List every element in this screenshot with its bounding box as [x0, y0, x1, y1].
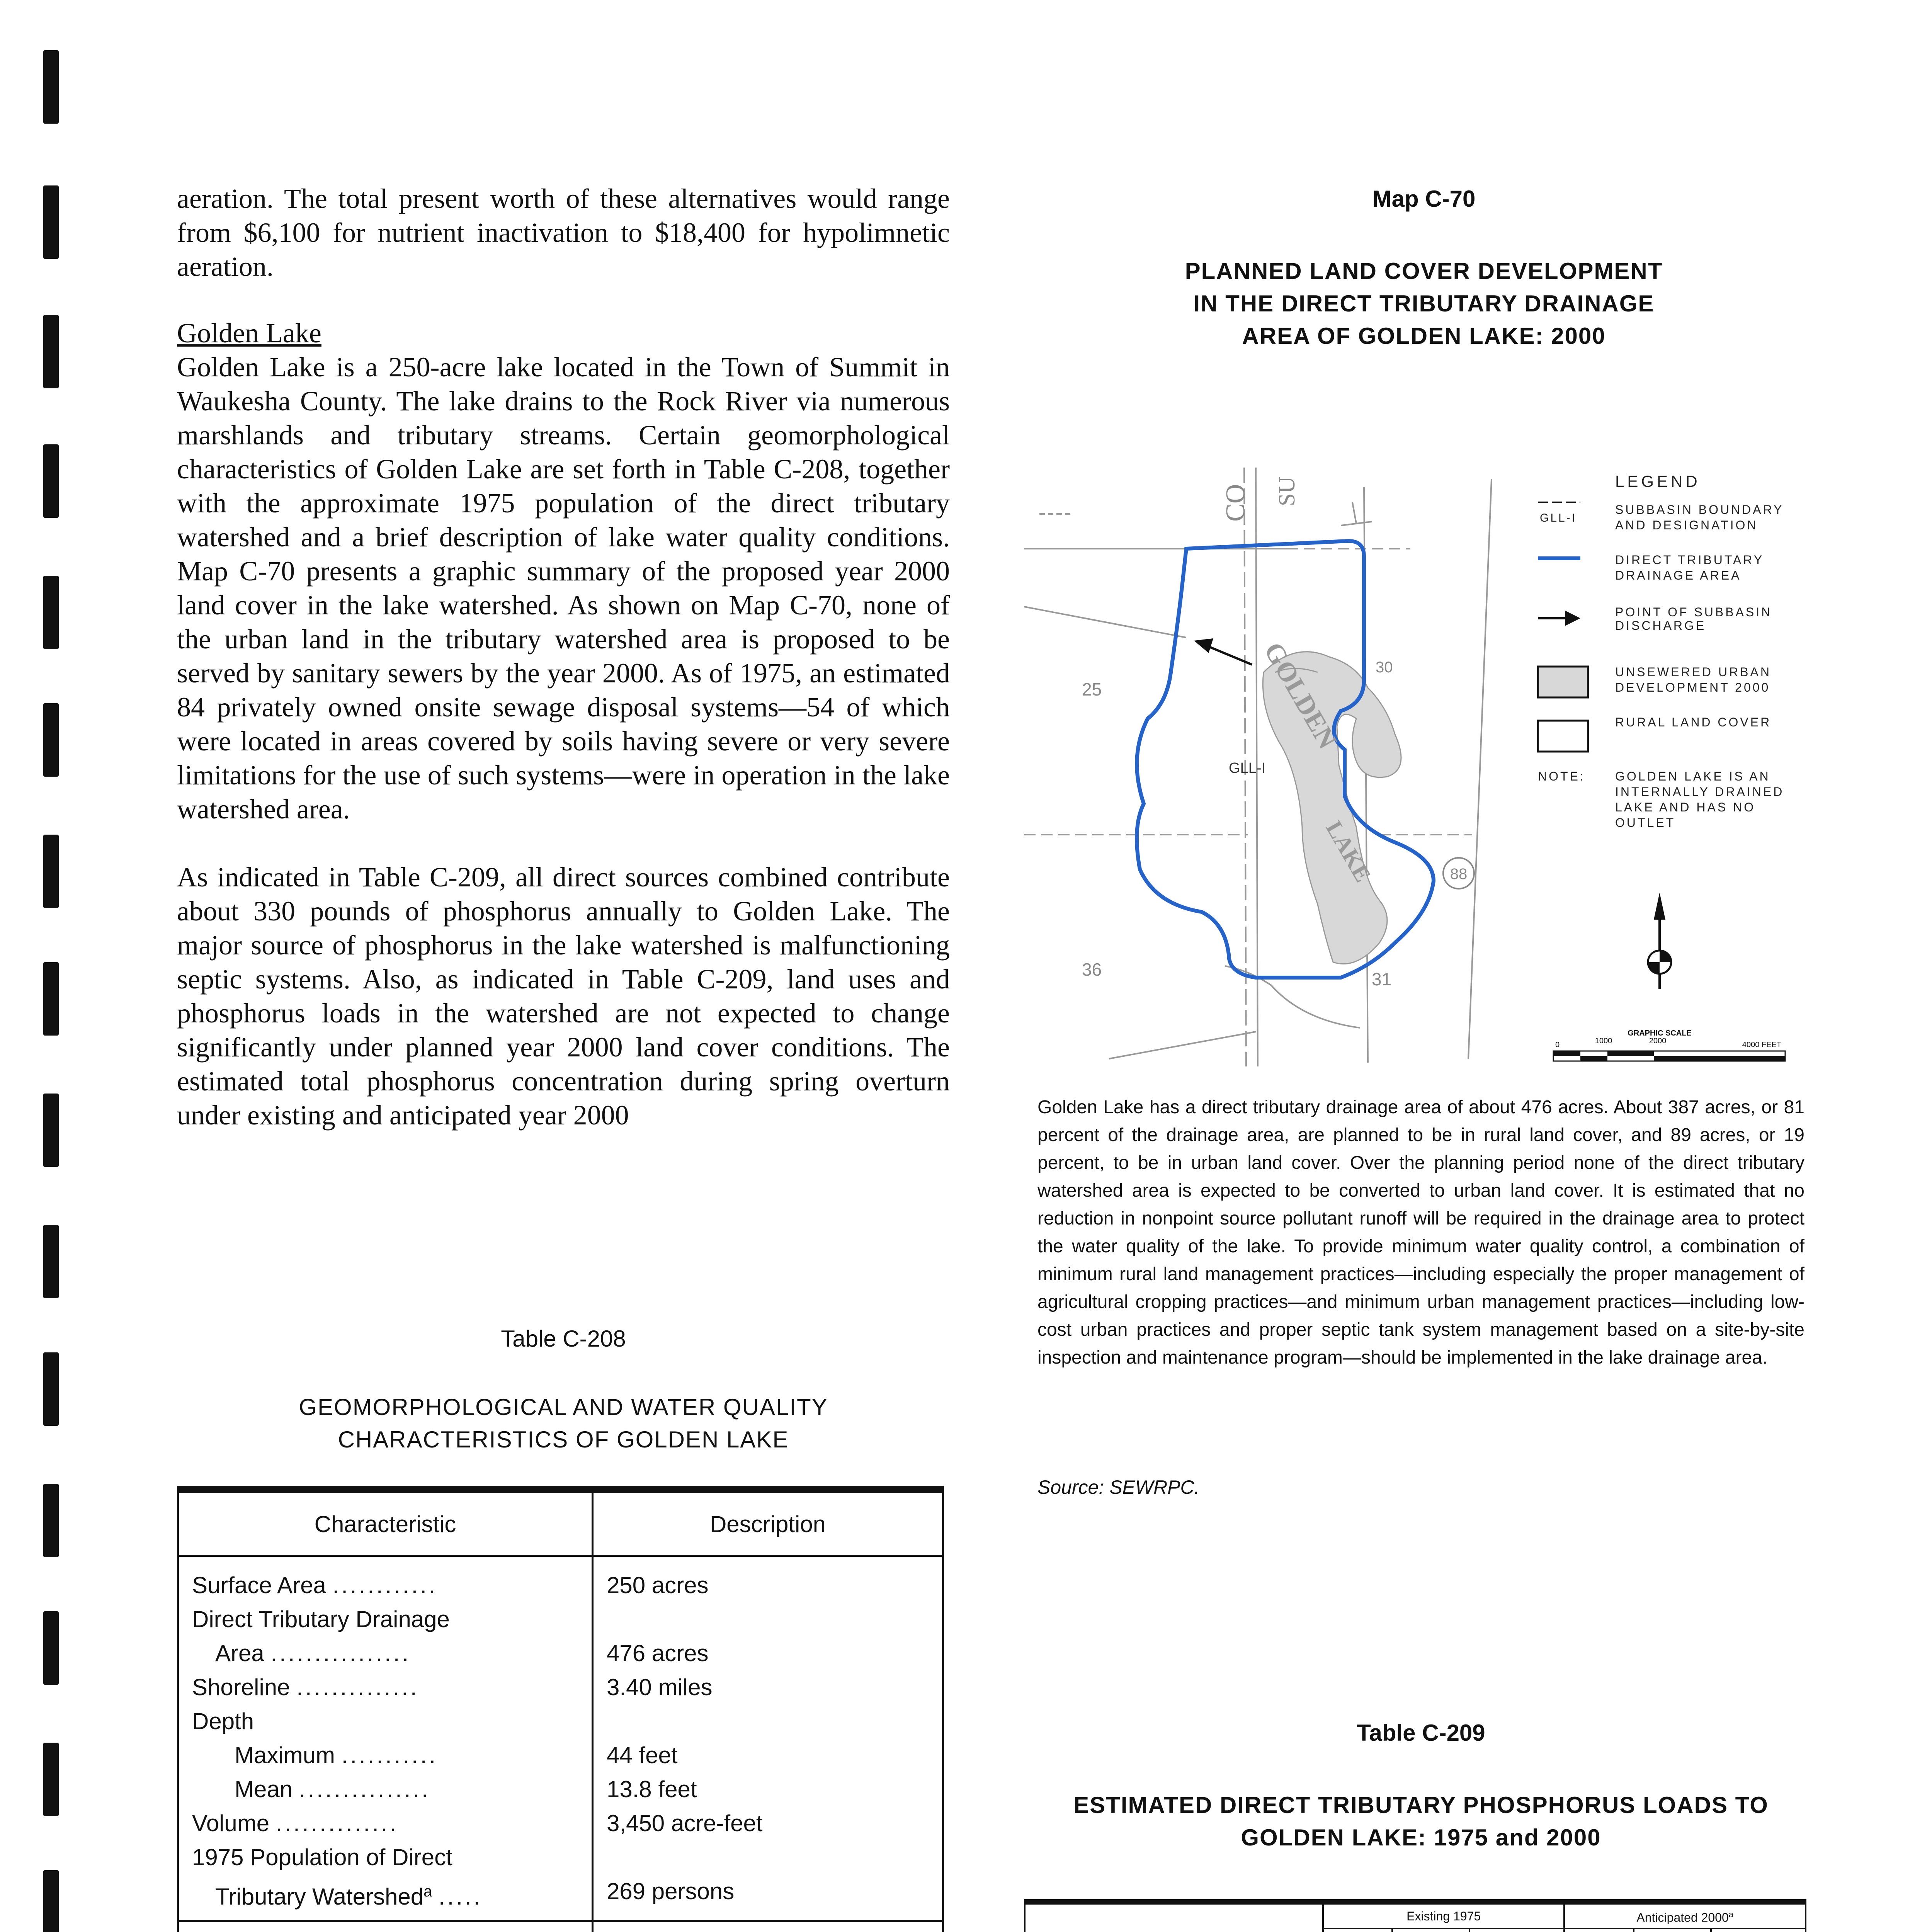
legend-title: LEGEND: [1615, 472, 1701, 490]
table-row: [192, 1602, 578, 1636]
legend-item-text: RURAL LAND COVER: [1615, 715, 1772, 729]
scale-label: 4000 FEET: [1742, 1041, 1781, 1049]
phosphorus-loads-table: [1024, 1899, 1806, 1932]
legend-code: GLL-I: [1540, 512, 1577, 524]
row-label: Volume: [192, 1810, 270, 1836]
legend-item-text: DISCHARGE: [1615, 619, 1706, 633]
table-row: [192, 1568, 578, 1602]
scale-label: 0: [1555, 1041, 1560, 1049]
row-label: Depth: [192, 1708, 254, 1734]
discharge-arrow-icon: [1194, 638, 1252, 665]
map-source: Source: SEWRPC.: [1037, 1476, 1200, 1498]
lake-name-label: LAKE: [1321, 816, 1376, 886]
description-cell: [593, 1556, 943, 1921]
row-label: Surface Area: [192, 1572, 326, 1598]
column-header: Characteristic: [178, 1492, 593, 1556]
subbasin-label: GLL-I: [1229, 760, 1266, 776]
legend-item-text: POINT OF SUBBASIN: [1615, 605, 1772, 619]
legend-item-text: SUBBASIN BOUNDARY: [1615, 503, 1784, 517]
road-label: SU: [1274, 476, 1299, 506]
table-title-line: GOLDEN LAKE: 1975 and 2000: [1241, 1825, 1601, 1850]
map-title-line: IN THE DIRECT TRIBUTARY DRAINAGE: [1193, 291, 1655, 316]
column-header: [1469, 1929, 1564, 1932]
row-value: 3.40 miles: [607, 1674, 713, 1700]
footnote-marker: a: [1728, 1910, 1734, 1919]
group-header: Existing 1975: [1323, 1904, 1564, 1929]
binder-hole: [43, 1611, 59, 1685]
row-label: 1975 Population of Direct: [192, 1844, 452, 1870]
group-header: [1564, 1904, 1806, 1929]
column-header: [1392, 1929, 1469, 1932]
lake-shape: [1263, 652, 1401, 964]
section-number-label: 31: [1372, 969, 1392, 989]
row-label: Direct Tributary Drainage: [192, 1606, 450, 1632]
section-number-label: 25: [1082, 679, 1102, 699]
legend-urban-swatch: [1538, 667, 1588, 697]
map-title-line: PLANNED LAND COVER DEVELOPMENT: [1185, 258, 1663, 284]
column-header: [1564, 1929, 1633, 1932]
graphic-scale: [1553, 1029, 1785, 1061]
column-header: [1025, 1904, 1323, 1932]
note-text: INTERNALLY DRAINED: [1615, 785, 1784, 799]
column-header: [1634, 1929, 1711, 1932]
row-label: Shoreline: [192, 1674, 290, 1700]
map-caption: Golden Lake has a direct tributary drainage area of about 476 acres. About 387 acres, or 81 percent of the drainage area, are planned to be in rural land cover, and 89 acres, or 19 percent, to be in urban land cover. Over the planning period none of the direct tributary watershed area is expected to be converted to urban land cover. It is estimated that no reduction in nonpoint source pollutant runoff will be required in the drainage area to protect the water quality of the lake. To provide minimum water quality control, a combination of minimum rural land management practices—including especially the proper management of agricultural cropping practices—and minimum urban management practices—including low-cost urban practices and proper septic tank system management based on a site-by-site inspection and maintenance program—should be implemented in the lake drainage area.: [1037, 1097, 1804, 1368]
row-label: Maximum: [235, 1742, 335, 1768]
land-cover-map: [1024, 456, 1816, 1082]
leader-dots: .....: [438, 1884, 483, 1910]
legend-rural-swatch: [1538, 721, 1588, 752]
column-header: Description: [593, 1492, 943, 1556]
column-header: [1711, 1929, 1806, 1932]
legend-arrow-icon: [1538, 611, 1580, 626]
road-label: CO: [1221, 484, 1250, 522]
table-title-line: CHARACTERISTICS OF GOLDEN LAKE: [338, 1427, 789, 1452]
table-label: Table C-209: [1357, 1720, 1485, 1746]
binder-hole: [43, 50, 59, 124]
row-label: Mean: [235, 1776, 293, 1802]
binder-hole: [43, 1225, 59, 1298]
leader-dots: ............: [332, 1572, 438, 1598]
legend-item-text: DIRECT TRIBUTARY: [1615, 553, 1764, 567]
binder-hole: [43, 1743, 59, 1816]
group-header-text: Anticipated 2000: [1636, 1910, 1729, 1925]
water-quality-description: [593, 1921, 943, 1932]
row-label: Tributary Watershed: [215, 1884, 424, 1910]
table-row: [192, 1670, 578, 1704]
binder-hole: [43, 703, 59, 777]
scale-label: 2000: [1649, 1037, 1667, 1045]
row-value: 44 feet: [607, 1742, 678, 1768]
row-value: 3,450 acre-feet: [607, 1810, 763, 1836]
binder-hole: [43, 315, 59, 388]
row-value: [607, 1704, 929, 1738]
map-label: Map C-70: [1372, 186, 1476, 212]
row-value: 13.8 feet: [607, 1776, 697, 1802]
north-arrow-icon: [1648, 893, 1671, 989]
section-number-label: 36: [1082, 959, 1102, 980]
row-value: [607, 1840, 929, 1874]
section-heading: Golden Lake: [177, 318, 321, 349]
table-title-line: GEOMORPHOLOGICAL AND WATER QUALITY: [299, 1394, 828, 1420]
binder-hole: [43, 444, 59, 518]
table-title: [1037, 1789, 1804, 1854]
scale-label: 1000: [1595, 1037, 1612, 1045]
table-title-line: ESTIMATED DIRECT TRIBUTARY PHOSPHORUS LOADS TO: [1073, 1792, 1769, 1818]
legend-item-text: DRAINAGE AREA: [1615, 568, 1742, 582]
lake-name-label: GOLDEN: [1258, 637, 1343, 754]
legend-item-text: AND DESIGNATION: [1615, 518, 1758, 532]
note-text: OUTLET: [1615, 816, 1676, 830]
leader-dots: ..............: [276, 1810, 399, 1836]
table-label: Table C-208: [501, 1326, 626, 1352]
table-row: [192, 1806, 578, 1840]
binder-hole: [43, 576, 59, 649]
characteristic-cell: [178, 1556, 593, 1921]
table-row: [192, 1840, 578, 1874]
row-value: 250 acres: [607, 1572, 709, 1598]
table-row: [192, 1738, 578, 1772]
leader-dots: ...........: [341, 1742, 438, 1768]
table-row: [192, 1704, 578, 1738]
characteristics-table: [177, 1486, 944, 1932]
highway-number: 88: [1450, 866, 1468, 883]
footnote-marker: a: [423, 1883, 432, 1900]
table-title: [177, 1391, 950, 1456]
row-label: Area: [215, 1640, 264, 1666]
paragraph-phosphorus: As indicated in Table C-209, all direct sources combined contribute about 330 pounds of phosphorus annually to Golden Lake. The major source of phosphorus in the lake watershed is malfunctioning septic systems. Also, as indicated in Table C-209, land uses and phosphorus loads in the watershed are not expected to change significantly under planned year 2000 land cover conditions. The estimated total phosphorus concentration during spring overturn under existing and anticipated year 2000: [177, 862, 950, 1131]
note-text: GOLDEN LAKE IS AN: [1615, 769, 1770, 783]
binder-hole: [43, 1352, 59, 1426]
table-row: [192, 1772, 578, 1806]
map-title: [1043, 255, 1804, 352]
paragraph-golden-lake: Golden Lake is a 250-acre lake located in the Town of Summit in Waukesha County. The lake drains to the Rock River via numerous marshlands and tributary streams. Certain geomorphological characteristics of Golden Lake are set forth in Table C-208, together with the approximate 1975 population of the direct tributary watershed and a brief description of lake water quality conditions. Map C-70 presents a graphic summary of the proposed year 2000 land cover in the lake watershed. As shown on Map C-70, none of the urban land in the tributary watershed area is proposed to be served by sanitary sewers by the year 2000. As of 1975, an estimated 84 privately owned onsite sewage disposal systems—54 of which were located in areas covered by soils having severe or very severe limitations for the use of such systems—were in operation in the lake watershed area.: [177, 352, 950, 825]
legend-item-text: UNSEWERED URBAN: [1615, 665, 1771, 679]
column-header: [1323, 1929, 1392, 1932]
paragraph-continued: aeration. The total present worth of these alternatives would range from $6,100 for nutrient inactivation to $18,400 for hypolimnetic aeration.: [177, 183, 950, 282]
scale-title: GRAPHIC SCALE: [1628, 1029, 1692, 1037]
binder-hole: [43, 185, 59, 259]
row-value: [607, 1602, 929, 1636]
binder-hole: [43, 962, 59, 1036]
leader-dots: ..............: [296, 1674, 419, 1700]
body-text: [177, 182, 950, 1132]
row-value: 476 acres: [607, 1640, 709, 1666]
table-row: [192, 1636, 578, 1670]
legend-item-text: DEVELOPMENT 2000: [1615, 680, 1770, 694]
table-row: [192, 1874, 578, 1908]
note-label: NOTE:: [1538, 769, 1585, 783]
binder-hole: [43, 1870, 59, 1932]
binder-hole: [43, 835, 59, 908]
binder-hole: [43, 1484, 59, 1557]
map-title-line: AREA OF GOLDEN LAKE: 2000: [1242, 323, 1606, 349]
binder-hole: [43, 1094, 59, 1167]
note-text: LAKE AND HAS NO: [1615, 800, 1756, 814]
row-value: 269 persons: [607, 1878, 735, 1904]
section-number-label: 30: [1376, 659, 1393, 676]
leader-dots: ...............: [299, 1776, 430, 1802]
leader-dots: ................: [270, 1640, 411, 1666]
water-quality-label: [178, 1921, 593, 1932]
